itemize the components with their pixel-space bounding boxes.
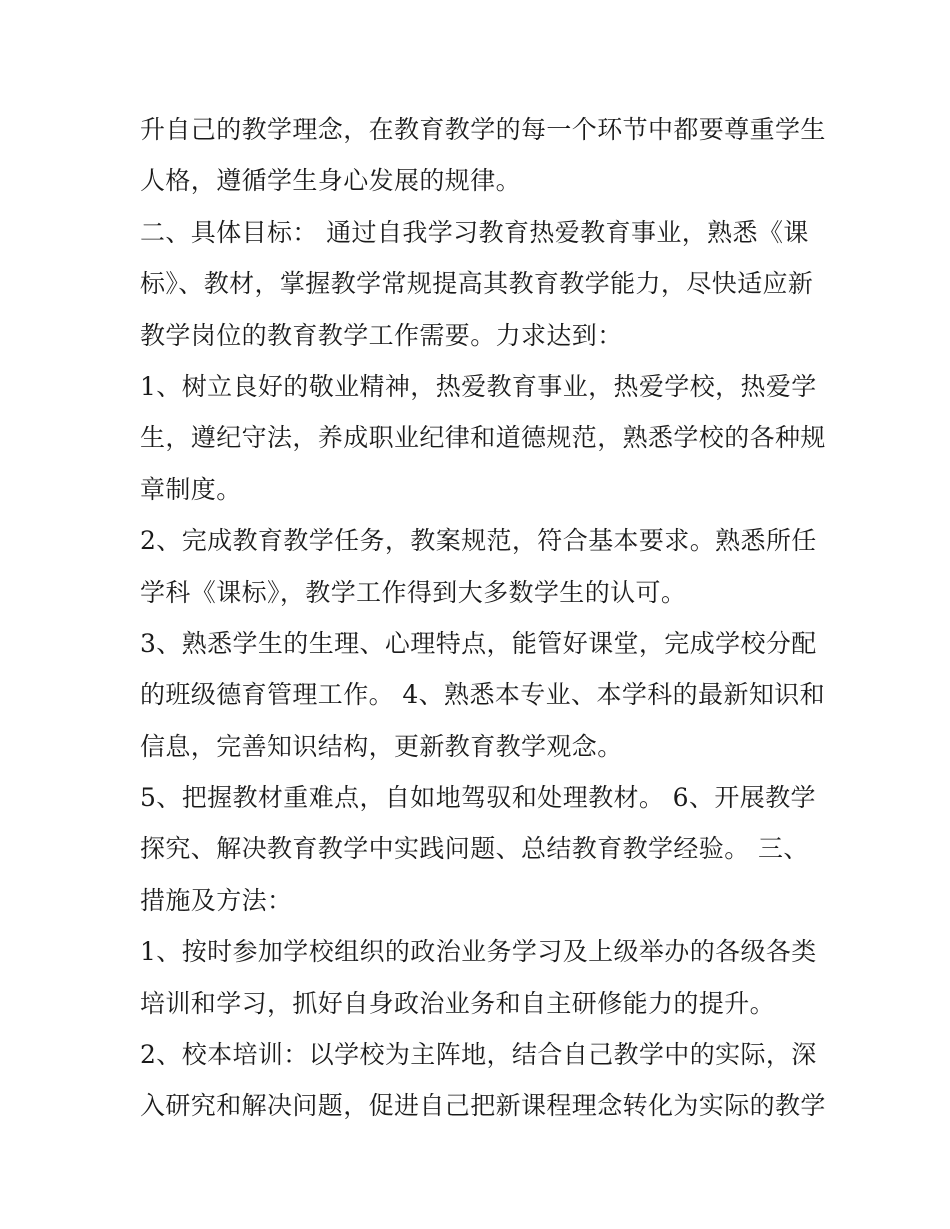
document-body (140, 104, 830, 1132)
text-line: 标》、教材，掌握教学常规提高其教育教学能力，尽快适应新 (140, 269, 814, 299)
text-line: 章制度。 (140, 474, 242, 504)
text-line: 升自己的教学理念，在教育教学的每一个环节中都要尊重学生 (140, 115, 826, 144)
text-line: 3、熟悉学生的生理、心理特点，能管好课堂，完成学校分配 (140, 628, 817, 658)
text-line: 二、具体目标： 通过自我学习教育热爱教育事业，熟悉《课 (140, 217, 809, 247)
text-line: 教学岗位的教育教学工作需要。力求达到： (140, 320, 623, 350)
text-line: 2、完成教育教学任务，教案规范，符合基本要求。熟悉所任 (140, 526, 817, 556)
text-line: 信息，完善知识结构，更新教育教学观念。 (140, 731, 623, 761)
text-line: 入研究和解决问题，促进自己把新课程理念转化为实际的教学 (140, 1091, 826, 1121)
text-line: 1、树立良好的敬业精神，热爱教育事业，热爱学校，热爱学 (140, 371, 817, 401)
text-line: 探究、解决教育教学中实践问题、总结教育教学经验。 三、 (140, 834, 809, 864)
text-line: 1、按时参加学校组织的政治业务学习及上级举办的各级各类 (140, 937, 817, 967)
text-line: 培训和学习，抓好自身政治业务和自主研修能力的提升。 (140, 988, 776, 1018)
text-line: 生，遵纪守法，养成职业纪律和道德规范，熟悉学校的各种规 (140, 423, 826, 453)
text-line: 人格，遵循学生身心发展的规律。 (140, 166, 522, 196)
text-line: 5、把握教材重难点，自如地驾驭和处理教材。 6、开展教学 (140, 783, 816, 813)
text-line: 的班级德育管理工作。 4、熟悉本专业、本学科的最新知识和 (140, 680, 826, 710)
text-line: 2、校本培训：以学校为主阵地，结合自己教学中的实际，深 (140, 1040, 817, 1070)
text-line: 学科《课标》，教学工作得到大多数学生的认可。 (140, 577, 687, 607)
text-line: 措施及方法： (140, 885, 293, 915)
